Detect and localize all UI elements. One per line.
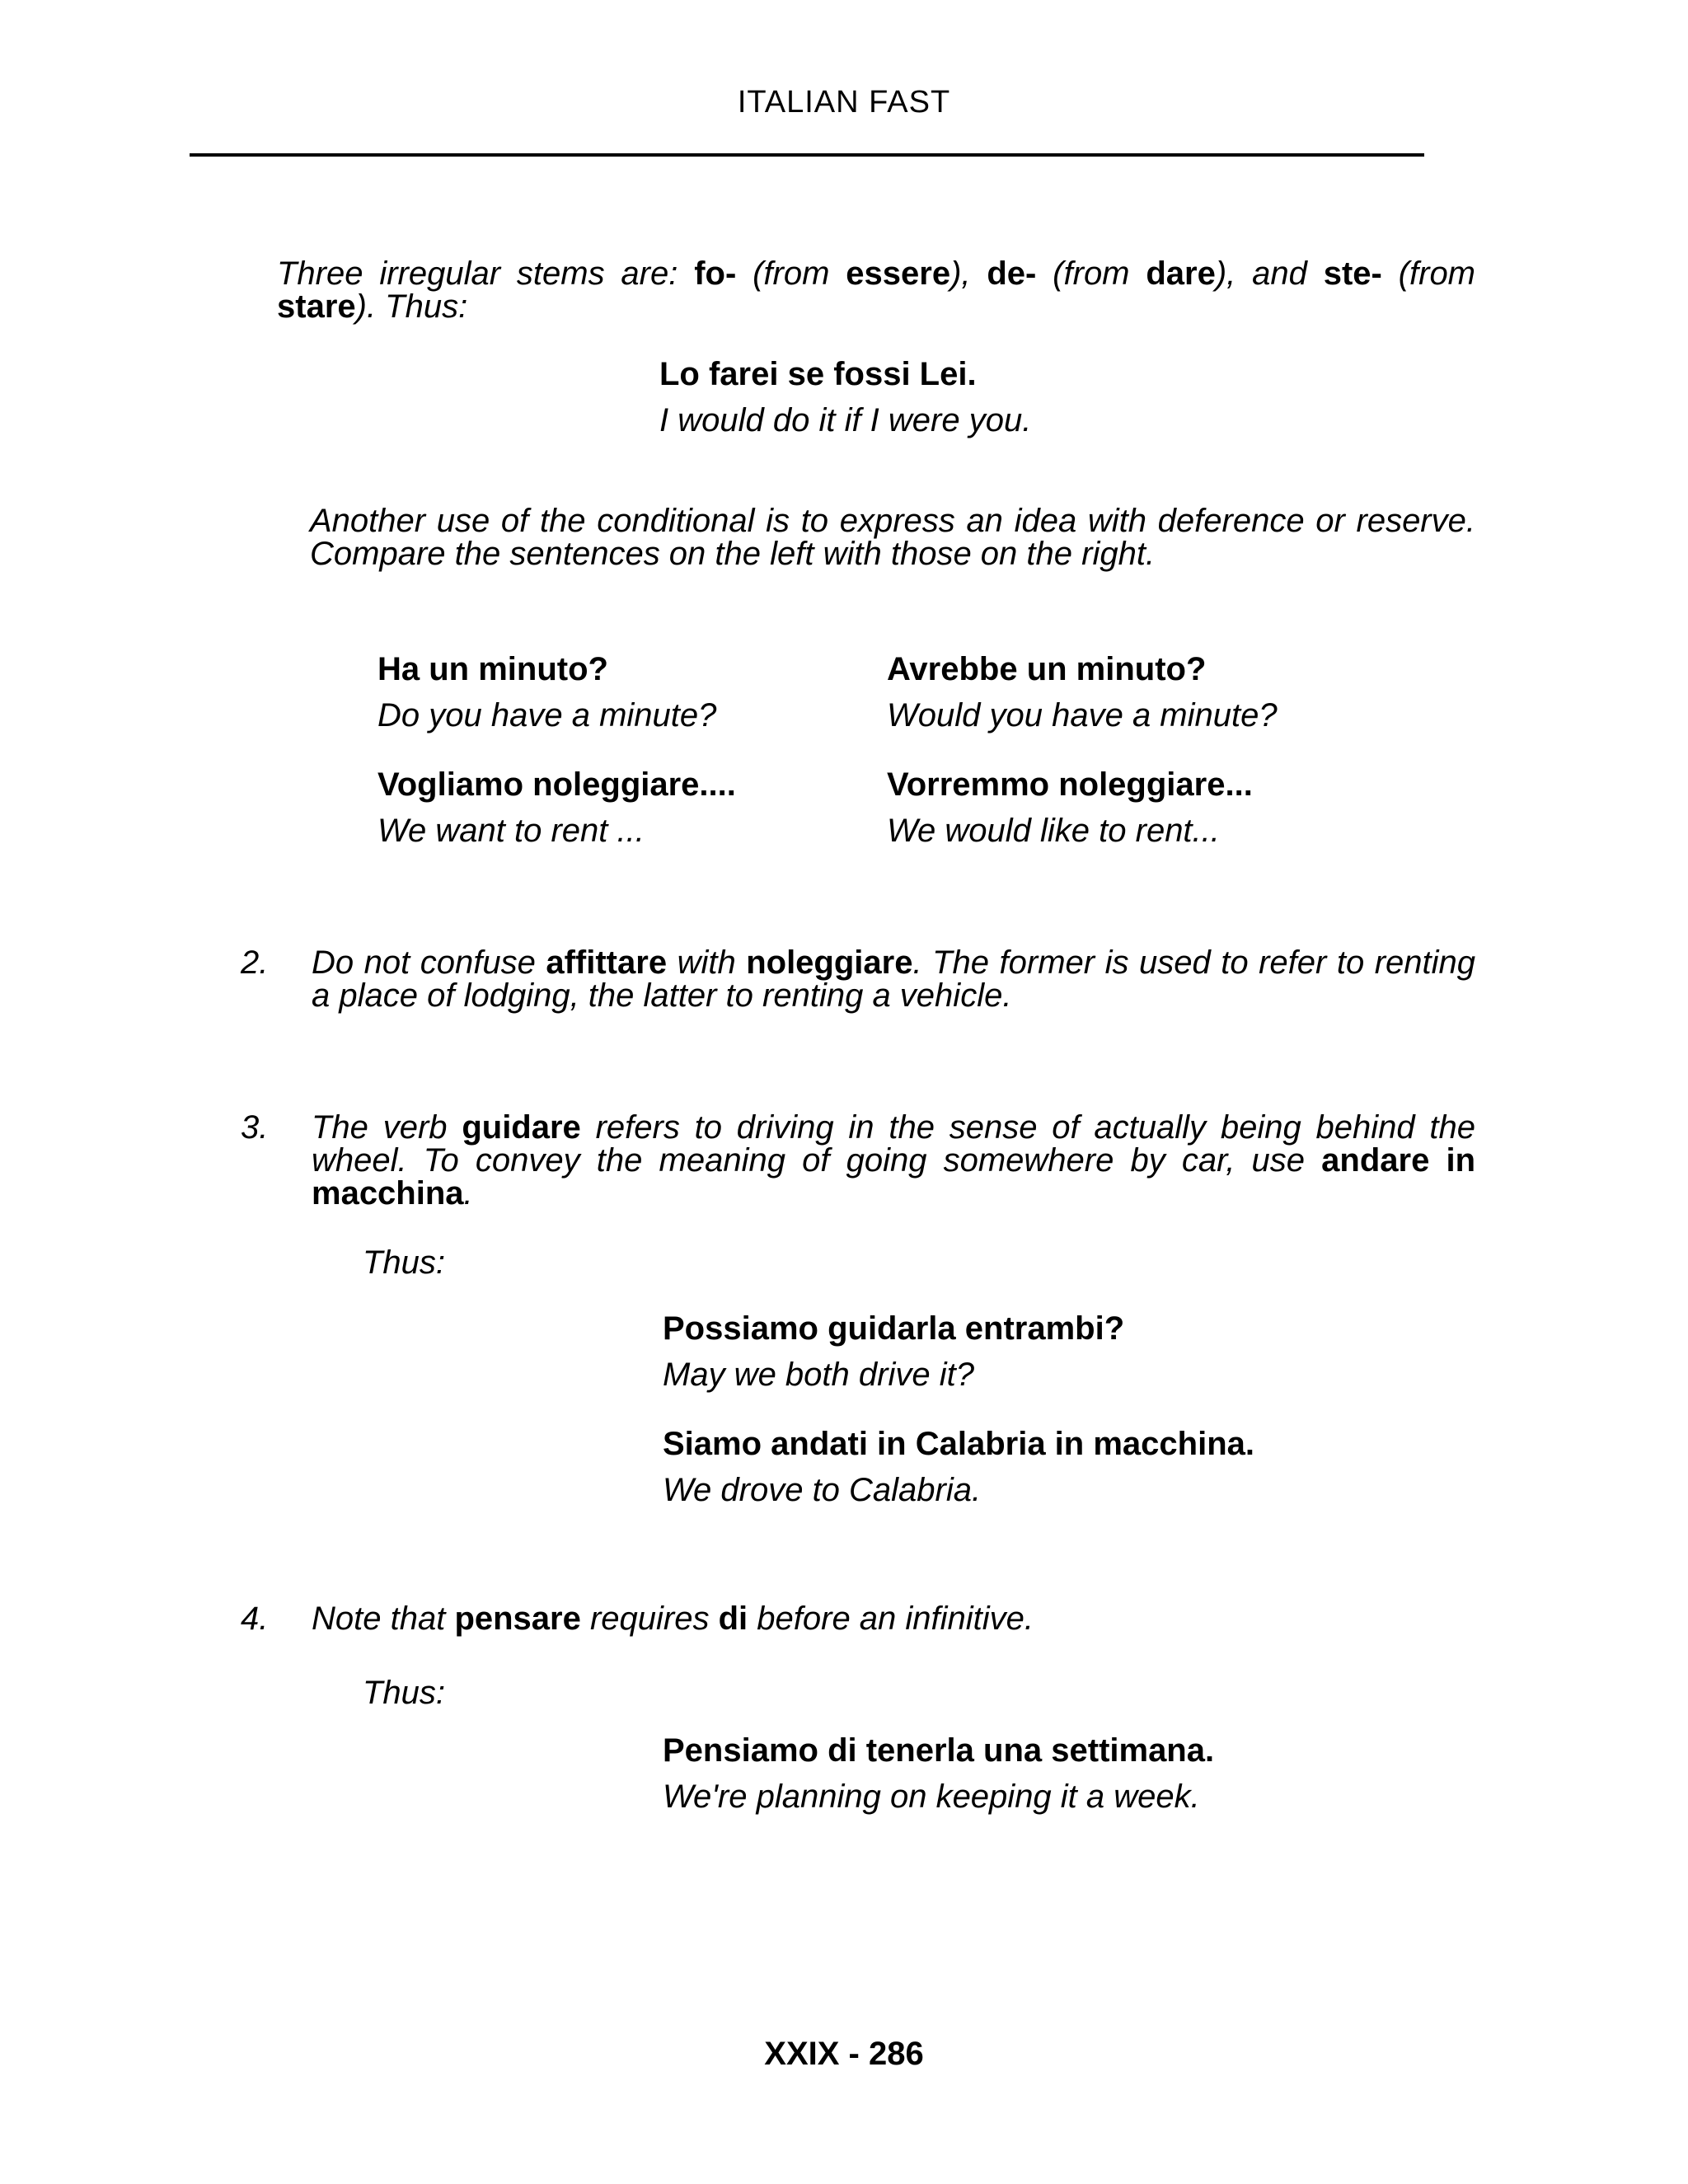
note-2-text-1: Do not confuse — [312, 944, 546, 981]
note-2-text-2: with — [667, 944, 747, 981]
example-italian: Pensiamo di tenerla una settimana. — [663, 1732, 1215, 1769]
comparison-left-italian: Vogliamo noleggiare.... — [377, 766, 736, 803]
note-4-paragraph — [312, 1602, 1475, 1635]
intro-bold-5: ste- — [1323, 255, 1382, 292]
note-2-paragraph — [312, 946, 1475, 1012]
intro-bold-4: dare — [1146, 255, 1216, 292]
example-italian: Possiamo guidarla entrambi? — [663, 1310, 1125, 1347]
intro-bold-2: essere — [846, 255, 951, 292]
note-3-text-3: . — [463, 1175, 473, 1212]
comparison-right-english: We would like to rent... — [887, 813, 1220, 849]
example-english: I would do it if I were you. — [659, 402, 1032, 438]
comparison-right-italian: Avrebbe un minuto? — [887, 651, 1207, 687]
intro-bold-3: de- — [987, 255, 1037, 292]
intro-text-1: Three irregular stems are: — [277, 255, 695, 292]
note-2-bold-1: affittare — [546, 944, 668, 981]
note-3-paragraph — [312, 1111, 1475, 1210]
note-4-text-1: Note that — [312, 1601, 455, 1637]
example-english: We drove to Calabria. — [663, 1472, 982, 1508]
intro-bold-1: fo- — [694, 255, 737, 292]
note-4-text-2: requires — [580, 1601, 719, 1637]
note-3-bold-1: guidare — [462, 1109, 581, 1146]
note-4-bold-2: di — [718, 1601, 748, 1637]
note-number: 3. — [241, 1109, 269, 1146]
note-4-bold-1: pensare — [454, 1601, 581, 1637]
page-header-title: ITALIAN FAST — [737, 85, 951, 120]
note-3-bold-2: andare in macchina — [312, 1142, 1475, 1212]
note-2-bold-2: noleggiare — [746, 944, 913, 981]
intro-text-6: (from — [1381, 255, 1476, 292]
intro-paragraph — [277, 257, 1475, 323]
comparison-right-english: Would you have a minute? — [887, 697, 1278, 733]
example-english: May we both drive it? — [663, 1357, 974, 1393]
note-number: 2. — [241, 944, 269, 981]
comparison-left-english: We want to rent ... — [377, 813, 645, 849]
comparison-left-english: Do you have a minute? — [377, 697, 717, 733]
intro-text-2: (from — [736, 255, 846, 292]
intro-text-4: (from — [1036, 255, 1146, 292]
intro-text-3: ), — [950, 255, 987, 292]
conditional-note-paragraph: Another use of the conditional is to express an idea with deference or reserve. Compare the sentences on the left with those on the right. — [310, 503, 1475, 572]
header-rule — [190, 153, 1424, 157]
example-italian: Siamo andati in Calabria in macchina. — [663, 1426, 1254, 1462]
thus-label: Thus: — [363, 1244, 446, 1281]
intro-text-5: ), and — [1215, 255, 1324, 292]
note-3-text-1: The verb — [312, 1109, 462, 1146]
example-english: We're planning on keeping it a week. — [663, 1779, 1200, 1815]
thus-label: Thus: — [363, 1675, 446, 1711]
note-2-text-3: . The former is used to refer to renting a place of lodging, the latter to renting a vehicle. — [312, 944, 1475, 1014]
note-3-text-2: refers to driving in the sense of actually being behind the wheel. To convey the meaning of going somewhere by car, use — [312, 1109, 1475, 1179]
comparison-left-italian: Ha un minuto? — [377, 651, 608, 687]
comparison-right-italian: Vorremmo noleggiare... — [887, 766, 1253, 803]
intro-text-7: ). Thus: — [355, 288, 468, 325]
intro-bold-6: stare — [277, 288, 356, 325]
page-number: XXIX - 286 — [764, 2036, 924, 2072]
note-number: 4. — [241, 1601, 269, 1637]
note-4-text-3: before an infinitive. — [748, 1601, 1034, 1637]
example-italian: Lo farei se fossi Lei. — [659, 356, 977, 392]
